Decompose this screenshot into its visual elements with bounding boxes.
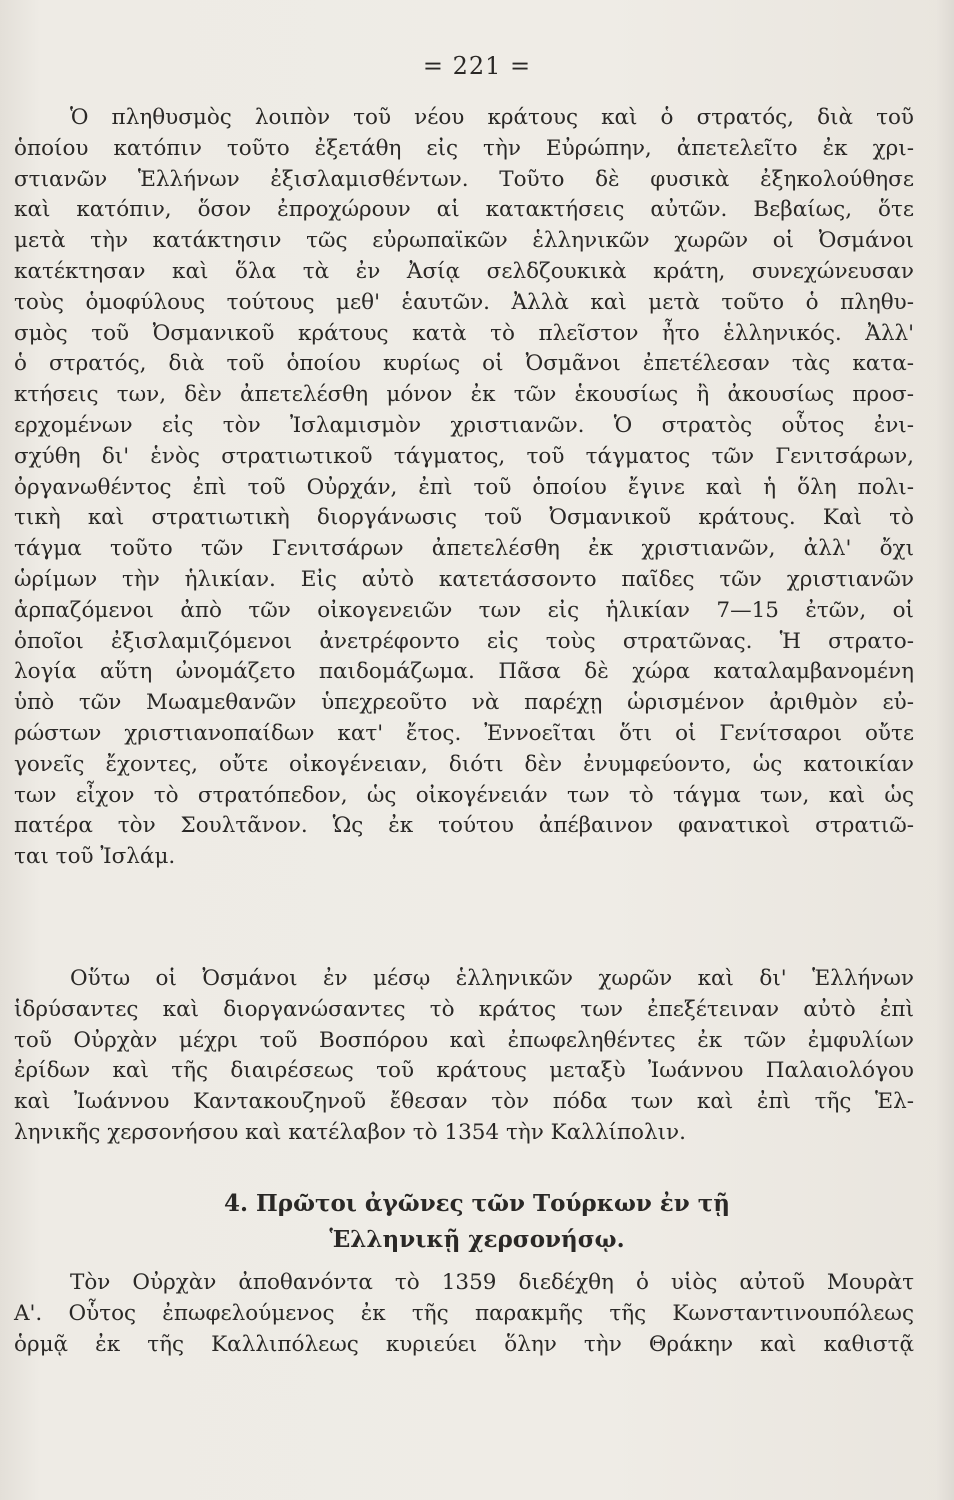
text-line: ται τοῦ Ἰσλάμ. bbox=[14, 844, 176, 870]
text-line: των εἶχον τὸ στρατόπεδον, ὡς οἰκογένειάν των τὸ τάγμα των, καὶ ὡς bbox=[14, 782, 914, 808]
text-line: Ὁ πληθυσμὸς λοιπὸν τοῦ νέου κράτους καὶ ὁ στρατός, διὰ τοῦ bbox=[70, 105, 914, 130]
text-line: καὶ Ἰωάννου Καντακουζηνοῦ ἔθεσαν τὸν πόδα των καὶ ἐπὶ τῆς Ἑλ- bbox=[14, 1089, 914, 1115]
section-heading: 4. Πρῶτοι ἀγῶνες τῶν Τούρκων ἐν τῇ bbox=[224, 1190, 730, 1217]
text-line: ὑπὸ τῶν Μωαμεθανῶν ὑπεχρεοῦτο νὰ παρέχῃ ὡρισμένον ἀριθμὸν εὐ- bbox=[14, 690, 914, 716]
text-line: πατέρα τὸν Σουλτᾶνον. Ὡς ἐκ τούτου ἀπέβαινον φανατικοὶ στρατιῶ- bbox=[14, 813, 914, 839]
text-line: τοῦ Οὐρχὰν μέχρι τοῦ Βοσπόρου καὶ ἐπωφεληθέντες ἐκ τῶν ἐμφυλίων bbox=[14, 1027, 914, 1053]
text-line: λογία αὕτη ὠνομάζετο παιδομάζωμα. Πᾶσα δὲ χώρα καταλαμβανομένη bbox=[14, 659, 914, 685]
section-heading-continuation: Ἑλληνικῇ χερσονήσῳ. bbox=[329, 1226, 625, 1253]
text-line: ἱδρύσαντες καὶ διοργανώσαντες τὸ κράτος των ἐπεξέτειναν αὐτὸ ἐπὶ bbox=[14, 996, 914, 1022]
text-line: κατέκτησαν καὶ ὅλα τὰ ἐν Ἀσίᾳ σελδζουκικὰ κράτη, συνεχώνευσαν bbox=[14, 258, 914, 284]
page-edge-shadow bbox=[936, 0, 954, 1500]
text-line: μετὰ τὴν κατάκτησιν τῶς εὐρωπαϊκῶν ἑλληνικῶν χωρῶν οἱ Ὀσμάνοι bbox=[14, 228, 914, 254]
text-line: κτήσεις των, δὲν ἀπετελέσθη μόνον ἐκ τῶν ἑκουσίως ἢ ἀκουσίως προσ- bbox=[14, 382, 914, 408]
text-line: σχύθη δι' ἑνὸς στρατιωτικοῦ τάγματος, τοῦ τάγματος τῶν Γενιτσάρων, bbox=[14, 443, 914, 469]
text-line: Α'. Οὗτος ἐπωφελούμενος ἐκ τῆς παρακμῆς τῆς Κωνσταντινουπόλεως bbox=[14, 1300, 914, 1326]
paragraph-3 bbox=[14, 1268, 914, 1360]
text-line: σμὸς τοῦ Ὀσμανικοῦ κράτους κατὰ τὸ πλεῖστον ἦτο ἑλληνικός. Ἀλλ' bbox=[14, 320, 914, 346]
text-line: Οὕτω οἱ Ὀσμάνοι ἐν μέσῳ ἑλληνικῶν χωρῶν καὶ δι' Ἑλλήνων bbox=[70, 966, 914, 991]
text-line: τοὺς ὁμοφύλους τούτους μεθ' ἑαυτῶν. Ἀλλὰ καὶ μετὰ τοῦτο ὁ πληθυ- bbox=[14, 289, 914, 315]
text-line: γονεῖς ἔχοντες, οὔτε οἰκογένειαν, διότι δὲν ἐνυμφεύοντο, ὡς κατοικίαν bbox=[14, 751, 914, 777]
text-line: ερχομένων εἰς τὸν Ἰσλαμισμὸν χριστιανῶν. Ὁ στρατὸς οὗτος ἐνι- bbox=[14, 412, 914, 438]
text-line: ὡρίμων τὴν ἡλικίαν. Εἰς αὐτὸ κατετάσσοντο παῖδες τῶν χριστιανῶν bbox=[14, 566, 914, 592]
text-line: ἁρπαζόμενοι ἀπὸ τῶν οἰκογενειῶν των εἰς ἡλικίαν 7—15 ἐτῶν, οἱ bbox=[14, 597, 914, 623]
text-line: ὁ στρατός, διὰ τοῦ ὁποίου κυρίως οἱ Ὀσμᾶνοι ἐπετέλεσαν τὰς κατα- bbox=[14, 351, 914, 377]
paragraph-2 bbox=[14, 964, 914, 1149]
text-line: ἐρίδων καὶ τῆς διαιρέσεως τοῦ κράτους μεταξὺ Ἰωάννου Παλαιολόγου bbox=[14, 1058, 914, 1084]
text-line: καὶ κατόπιν, ὅσον ἐπροχώρουν αἱ κατακτήσεις αὐτῶν. Βεβαίως, ὅτε bbox=[14, 197, 914, 223]
text-line: ὁποίου κατόπιν τοῦτο ἐξετάθη εἰς τὴν Εὐρώπην, ἀπετελεῖτο ἐκ χρι- bbox=[14, 135, 914, 161]
text-line: τικὴ καὶ στρατιωτικὴ διοργάνωσις τοῦ Ὀσμανικοῦ κράτους. Καὶ τὸ bbox=[14, 505, 914, 531]
text-line: ὁποῖοι ἐξισλαμιζόμενοι ἀνετρέφοντο εἰς τοὺς στρατῶνας. Ἡ στρατο- bbox=[14, 628, 914, 654]
text-line: ρώστων χριστιανοπαίδων κατ' ἔτος. Ἐννοεῖται ὅτι οἱ Γενίτσαροι οὔτε bbox=[14, 720, 914, 746]
paragraph-1 bbox=[14, 103, 914, 873]
page-number: = 221 = bbox=[422, 52, 532, 80]
text-line: στιανῶν Ἑλλήνων ἐξισλαμισθέντων. Τοῦτο δὲ φυσικὰ ἐξηκολούθησε bbox=[14, 166, 914, 192]
text-line: ὀργανωθέντος ἐπὶ τοῦ Οὐρχάν, ἐπὶ τοῦ ὁποίου ἔγινε καὶ ἡ ὅλη πολι- bbox=[14, 474, 914, 500]
text-line: ληνικῆς χερσονήσου καὶ κατέλαβον τὸ 1354 τὴν Καλλίπολιν. bbox=[14, 1119, 686, 1145]
text-line: Τὸν Οὐρχὰν ἀποθανόντα τὸ 1359 διεδέχθη ὁ υἱὸς αὐτοῦ Μουρὰτ bbox=[70, 1270, 914, 1295]
text-line: τάγμα τοῦτο τῶν Γενιτσάρων ἀπετελέσθη ἐκ χριστιανῶν, ἀλλ' ὄχι bbox=[14, 536, 914, 562]
text-line: ὁρμᾷ ἐκ τῆς Καλλιπόλεως κυριεύει ὅλην τὴν Θράκην καὶ καθιστᾷ bbox=[14, 1331, 914, 1357]
